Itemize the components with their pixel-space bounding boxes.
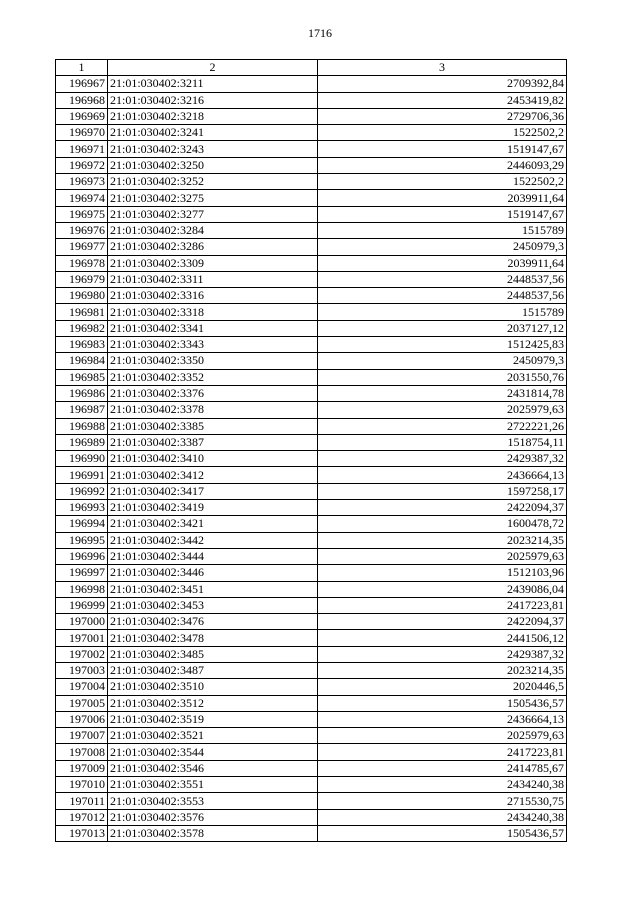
value-cell: 2453419,82 [318,92,567,108]
row-number-cell: 196983 [56,337,108,353]
cadastral-number-cell: 21:01:030402:3487 [108,662,318,678]
row-number-cell: 196982 [56,320,108,336]
value-cell: 1505436,57 [318,695,567,711]
cadastral-number-cell: 21:01:030402:3286 [108,239,318,255]
table-row [56,222,567,238]
column-header-1: 1 [56,60,108,76]
value-cell: 2025979,63 [318,402,567,418]
table-row [56,418,567,434]
cadastral-number-cell: 21:01:030402:3451 [108,581,318,597]
row-number-cell: 196996 [56,548,108,564]
cadastral-number-cell: 21:01:030402:3419 [108,500,318,516]
row-number-cell: 196992 [56,483,108,499]
cadastral-number-cell: 21:01:030402:3521 [108,728,318,744]
value-cell: 2031550,76 [318,369,567,385]
table-row [56,402,567,418]
table-row [56,662,567,678]
table-row [56,125,567,141]
table-row [56,369,567,385]
row-number-cell: 196971 [56,141,108,157]
table-row [56,288,567,304]
cadastral-number-cell: 21:01:030402:3553 [108,793,318,809]
row-number-cell: 196979 [56,271,108,287]
value-cell: 2422094,37 [318,614,567,630]
table-row [56,255,567,271]
cadastral-number-cell: 21:01:030402:3352 [108,369,318,385]
cadastral-number-cell: 21:01:030402:3387 [108,434,318,450]
cadastral-number-cell: 21:01:030402:3284 [108,222,318,238]
row-number-cell: 197005 [56,695,108,711]
row-number-cell: 197004 [56,679,108,695]
table-row [56,744,567,760]
row-number-cell: 196984 [56,353,108,369]
cadastral-number-cell: 21:01:030402:3252 [108,174,318,190]
row-number-cell: 196985 [56,369,108,385]
header-row [56,60,567,76]
table-row [56,353,567,369]
table-row [56,825,567,841]
table-body [56,76,567,842]
row-number-cell: 196968 [56,92,108,108]
row-number-cell: 197012 [56,809,108,825]
cadastral-number-cell: 21:01:030402:3241 [108,125,318,141]
cadastral-number-cell: 21:01:030402:3216 [108,92,318,108]
row-number-cell: 196978 [56,255,108,271]
cadastral-number-cell: 21:01:030402:3243 [108,141,318,157]
row-number-cell: 197000 [56,614,108,630]
cadastral-number-cell: 21:01:030402:3250 [108,157,318,173]
row-number-cell: 196986 [56,385,108,401]
value-cell: 2441506,12 [318,630,567,646]
row-number-cell: 197009 [56,760,108,776]
table-row [56,532,567,548]
cadastral-number-cell: 21:01:030402:3519 [108,711,318,727]
row-number-cell: 196987 [56,402,108,418]
table-row [56,548,567,564]
cadastral-number-cell: 21:01:030402:3412 [108,467,318,483]
cadastral-number-cell: 21:01:030402:3442 [108,532,318,548]
value-cell: 2025979,63 [318,548,567,564]
value-cell: 2020446,5 [318,679,567,695]
table-row [56,271,567,287]
row-number-cell: 196989 [56,434,108,450]
value-cell: 2446093,29 [318,157,567,173]
value-cell: 2434240,38 [318,777,567,793]
row-number-cell: 197002 [56,646,108,662]
table-row [56,206,567,222]
row-number-cell: 197011 [56,793,108,809]
value-cell: 2436664,13 [318,711,567,727]
row-number-cell: 196997 [56,565,108,581]
value-cell: 2448537,56 [318,271,567,287]
value-cell: 1515789 [318,304,567,320]
value-cell: 1518754,11 [318,434,567,450]
value-cell: 2025979,63 [318,728,567,744]
table-row [56,304,567,320]
cadastral-number-cell: 21:01:030402:3453 [108,597,318,613]
table-row [56,385,567,401]
table-row [56,679,567,695]
cadastral-number-cell: 21:01:030402:3311 [108,271,318,287]
table-row [56,108,567,124]
table-row [56,239,567,255]
value-cell: 1600478,72 [318,516,567,532]
table-row [56,500,567,516]
value-cell: 2450979,3 [318,239,567,255]
table-row [56,337,567,353]
cadastral-number-cell: 21:01:030402:3544 [108,744,318,760]
cadastral-number-cell: 21:01:030402:3343 [108,337,318,353]
table-row [56,809,567,825]
row-number-cell: 197001 [56,630,108,646]
cadastral-number-cell: 21:01:030402:3512 [108,695,318,711]
row-number-cell: 196981 [56,304,108,320]
row-number-cell: 196967 [56,76,108,92]
value-cell: 1512103,96 [318,565,567,581]
table-row [56,434,567,450]
value-cell: 2422094,37 [318,500,567,516]
table-header [56,60,567,76]
cadastral-number-cell: 21:01:030402:3421 [108,516,318,532]
table-row [56,597,567,613]
cadastral-number-cell: 21:01:030402:3218 [108,108,318,124]
row-number-cell: 196977 [56,239,108,255]
page-number: 1716 [308,26,332,40]
row-number-cell: 196988 [56,418,108,434]
row-number-cell: 197008 [56,744,108,760]
row-number-cell: 197007 [56,728,108,744]
value-cell: 2039911,64 [318,255,567,271]
table-row [56,565,567,581]
value-cell: 2434240,38 [318,809,567,825]
table-row [56,157,567,173]
cadastral-number-cell: 21:01:030402:3417 [108,483,318,499]
value-cell: 2037127,12 [318,320,567,336]
cadastral-number-cell: 21:01:030402:3211 [108,76,318,92]
value-cell: 2039911,64 [318,190,567,206]
cadastral-number-cell: 21:01:030402:3578 [108,825,318,841]
table-row [56,760,567,776]
value-cell: 2429387,32 [318,451,567,467]
value-cell: 2436664,13 [318,467,567,483]
row-number-cell: 196973 [56,174,108,190]
cadastral-number-cell: 21:01:030402:3385 [108,418,318,434]
row-number-cell: 196999 [56,597,108,613]
value-cell: 2715530,75 [318,793,567,809]
row-number-cell: 196974 [56,190,108,206]
value-cell: 2448537,56 [318,288,567,304]
row-number-cell: 196991 [56,467,108,483]
cadastral-number-cell: 21:01:030402:3277 [108,206,318,222]
table-row [56,777,567,793]
table-row [56,451,567,467]
cadastral-number-cell: 21:01:030402:3275 [108,190,318,206]
cadastral-number-cell: 21:01:030402:3309 [108,255,318,271]
value-cell: 2729706,36 [318,108,567,124]
value-cell: 2439086,04 [318,581,567,597]
row-number-cell: 196975 [56,206,108,222]
cadastral-number-cell: 21:01:030402:3476 [108,614,318,630]
value-cell: 2429387,32 [318,646,567,662]
value-cell: 1522502,2 [318,125,567,141]
row-number-cell: 197003 [56,662,108,678]
column-header-3: 3 [318,60,567,76]
row-number-cell: 196993 [56,500,108,516]
cadastral-number-cell: 21:01:030402:3446 [108,565,318,581]
value-cell: 1512425,83 [318,337,567,353]
row-number-cell: 196976 [56,222,108,238]
table-row [56,174,567,190]
row-number-cell: 196969 [56,108,108,124]
row-number-cell: 196990 [56,451,108,467]
cadastral-number-cell: 21:01:030402:3341 [108,320,318,336]
row-number-cell: 197010 [56,777,108,793]
table-row [56,711,567,727]
value-cell: 2722221,26 [318,418,567,434]
value-cell: 2417223,81 [318,597,567,613]
value-cell: 2417223,81 [318,744,567,760]
table-row [56,141,567,157]
row-number-cell: 196994 [56,516,108,532]
table-row [56,614,567,630]
value-cell: 2023214,35 [318,532,567,548]
table-row [56,516,567,532]
cadastral-number-cell: 21:01:030402:3478 [108,630,318,646]
row-number-cell: 197013 [56,825,108,841]
table-row [56,728,567,744]
table-row [56,320,567,336]
value-cell: 2709392,84 [318,76,567,92]
value-cell: 1519147,67 [318,206,567,222]
row-number-cell: 196972 [56,157,108,173]
value-cell: 1519147,67 [318,141,567,157]
data-table [55,59,567,842]
table-row [56,695,567,711]
value-cell: 1522502,2 [318,174,567,190]
row-number-cell: 197006 [56,711,108,727]
value-cell: 1505436,57 [318,825,567,841]
cadastral-number-cell: 21:01:030402:3546 [108,760,318,776]
value-cell: 2450979,3 [318,353,567,369]
cadastral-number-cell: 21:01:030402:3316 [108,288,318,304]
cadastral-number-cell: 21:01:030402:3551 [108,777,318,793]
row-number-cell: 196970 [56,125,108,141]
cadastral-number-cell: 21:01:030402:3576 [108,809,318,825]
cadastral-number-cell: 21:01:030402:3378 [108,402,318,418]
table-row [56,76,567,92]
table-row [56,793,567,809]
value-cell: 1597258,17 [318,483,567,499]
value-cell: 1515789 [318,222,567,238]
table-row [56,646,567,662]
cadastral-number-cell: 21:01:030402:3350 [108,353,318,369]
table-row [56,630,567,646]
table-row [56,92,567,108]
cadastral-number-cell: 21:01:030402:3485 [108,646,318,662]
value-cell: 2414785,67 [318,760,567,776]
cadastral-number-cell: 21:01:030402:3376 [108,385,318,401]
column-header-2: 2 [108,60,318,76]
table-row [56,581,567,597]
table-row [56,483,567,499]
value-cell: 2023214,35 [318,662,567,678]
table-row [56,190,567,206]
table-row [56,467,567,483]
cadastral-number-cell: 21:01:030402:3510 [108,679,318,695]
cadastral-number-cell: 21:01:030402:3444 [108,548,318,564]
value-cell: 2431814,78 [318,385,567,401]
row-number-cell: 196980 [56,288,108,304]
row-number-cell: 196998 [56,581,108,597]
cadastral-number-cell: 21:01:030402:3318 [108,304,318,320]
cadastral-number-cell: 21:01:030402:3410 [108,451,318,467]
row-number-cell: 196995 [56,532,108,548]
